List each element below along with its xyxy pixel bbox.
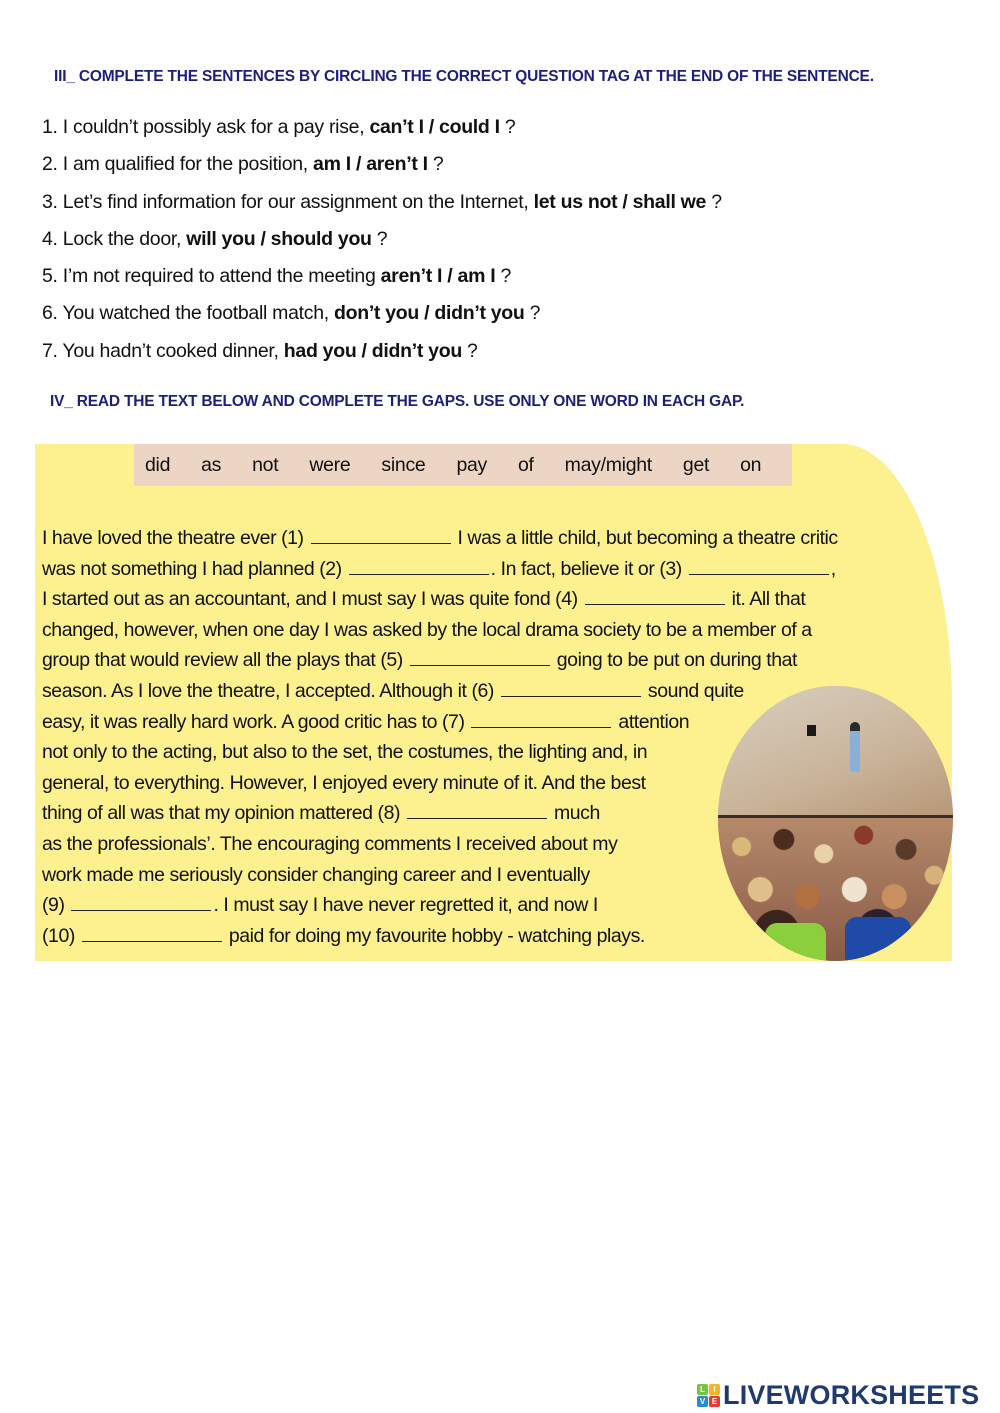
question-text: Let’s find information for our assignment on the Internet, xyxy=(62,190,534,213)
passage-text: . I must say I have never regretted it, and now I xyxy=(213,894,598,917)
passage-line xyxy=(42,798,902,829)
question-item xyxy=(42,150,722,187)
word-bank-item: may/might xyxy=(564,453,652,476)
question-number: 2. xyxy=(42,153,58,176)
passage-line xyxy=(42,676,902,707)
passage-line xyxy=(42,921,902,952)
tag-options[interactable]: don’t you / didn’t you xyxy=(333,302,525,325)
question-number: 7. xyxy=(42,339,58,362)
question-tag-list xyxy=(42,113,722,374)
passage-text: I have loved the theatre ever (1) xyxy=(42,527,309,549)
passage-text: easy, it was really hard work. A good critic has to (7) xyxy=(42,710,470,733)
question-text: You watched the football match, xyxy=(62,302,334,325)
tag-options[interactable]: am I / aren’t I xyxy=(313,153,428,176)
passage-text: changed, however, when one day I was asked by the local drama society to be a member of a xyxy=(42,618,812,641)
question-item xyxy=(42,188,722,225)
passage-text: . In fact, believe it or (3) xyxy=(490,557,687,580)
passage-line xyxy=(42,860,902,891)
question-number: 4. xyxy=(42,227,58,250)
passage-text: I was a little child, but becoming a theatre critic xyxy=(452,527,838,549)
tag-options[interactable]: let us not / shall we xyxy=(533,190,707,213)
gap-7-input[interactable] xyxy=(471,709,611,728)
question-mark: ? xyxy=(427,153,444,176)
passage-line xyxy=(42,615,902,646)
passage-text: work made me seriously consider changing career and I eventually xyxy=(42,863,590,886)
passage-text: attention xyxy=(613,710,690,733)
passage-line xyxy=(42,768,902,799)
passage-text: it. All that xyxy=(726,588,806,611)
word-bank-item: did xyxy=(145,453,171,476)
word-bank-item: as xyxy=(201,453,222,476)
passage-text: thing of all was that my opinion mattered (8) xyxy=(42,802,405,825)
question-text: I couldn’t possibly ask for a pay rise, xyxy=(57,116,370,138)
passage-text: season. As I love the theatre, I accepted. Although it (6) xyxy=(42,679,499,702)
gap-1-input[interactable] xyxy=(311,525,451,544)
question-mark: ? xyxy=(495,265,512,288)
passage-text: general, to everything. However, I enjoyed every minute of it. And the best xyxy=(42,771,646,794)
passage-line xyxy=(42,829,902,860)
word-bank-item: were xyxy=(309,453,351,476)
passage-line xyxy=(42,707,902,738)
question-item xyxy=(42,113,722,150)
question-item xyxy=(42,262,722,299)
question-text: Lock the door, xyxy=(62,227,187,250)
gap-6-input[interactable] xyxy=(501,678,641,697)
passage-line xyxy=(42,554,902,585)
word-bank-item: of xyxy=(518,453,534,476)
question-item xyxy=(42,337,722,374)
passage-line xyxy=(42,890,902,921)
tag-options[interactable]: will you / should you xyxy=(186,227,372,250)
question-number: 1. xyxy=(42,116,58,138)
logo-text: LIVEWORKSHEETS xyxy=(723,1379,980,1410)
passage-text: was not something I had planned (2) xyxy=(42,557,347,580)
question-text: I’m not required to attend the meeting xyxy=(62,265,381,288)
passage-text: , xyxy=(830,557,836,580)
passage-text: much xyxy=(549,802,600,825)
question-item xyxy=(42,299,722,336)
section-4-title: IV_ READ THE TEXT BELOW AND COMPLETE THE GAPS. USE ONLY ONE WORD IN EACH GAP. xyxy=(50,393,745,410)
question-mark: ? xyxy=(706,190,722,213)
gap-8-input[interactable] xyxy=(407,800,547,819)
tag-options[interactable]: aren’t I / am I xyxy=(380,265,496,288)
gap-2-input[interactable] xyxy=(349,556,489,575)
question-text: You hadn’t cooked dinner, xyxy=(57,339,284,362)
section-3-title: III_ COMPLETE THE SENTENCES BY CIRCLING THE CORRECT QUESTION TAG AT THE END OF THE SENTENCE. xyxy=(54,68,874,85)
passage-text: paid for doing my favourite hobby - watching plays. xyxy=(223,924,645,947)
passage-text: not only to the acting, but also to the set, the costumes, the lighting and, in xyxy=(42,741,648,764)
word-bank-item: not xyxy=(252,453,279,476)
badge-letter: I xyxy=(709,1384,720,1395)
badge-letter: E xyxy=(709,1396,720,1407)
badge-letter: L xyxy=(697,1384,708,1395)
question-number: 5. xyxy=(42,265,58,288)
reading-passage xyxy=(42,523,902,951)
gap-3-input[interactable] xyxy=(689,556,829,575)
word-bank-item: pay xyxy=(456,453,487,476)
passage-line xyxy=(42,737,902,768)
word-bank-item: since xyxy=(381,453,426,476)
live-badge-icon xyxy=(697,1384,720,1407)
gap-4-input[interactable] xyxy=(585,586,725,605)
passage-line xyxy=(42,523,902,554)
word-bank-item: on xyxy=(740,453,762,476)
passage-text: sound quite xyxy=(642,679,744,702)
tag-options[interactable]: can’t I / could I xyxy=(369,116,500,138)
liveworksheets-logo[interactable] xyxy=(697,1380,979,1410)
question-number: 3. xyxy=(42,190,58,213)
word-bank-item: get xyxy=(682,453,710,476)
tag-options[interactable]: had you / didn’t you xyxy=(283,339,462,362)
passage-line xyxy=(42,645,902,676)
question-mark: ? xyxy=(461,339,478,362)
passage-text: group that would review all the plays that (5) xyxy=(42,649,408,672)
passage-line xyxy=(42,584,902,615)
gap-10-input[interactable] xyxy=(82,923,222,942)
question-mark: ? xyxy=(371,227,388,250)
question-text: I am qualified for the position, xyxy=(62,153,314,176)
passage-text: as the professionals’. The encouraging comments I received about my xyxy=(42,832,618,855)
passage-text: I started out as an accountant, and I must say I was quite fond (4) xyxy=(42,588,583,611)
passage-text: (10) xyxy=(42,924,80,947)
badge-letter: V xyxy=(697,1396,708,1407)
question-item xyxy=(42,225,722,262)
passage-text: (9) xyxy=(42,894,70,917)
passage-text: going to be put on during that xyxy=(551,649,797,672)
word-bank xyxy=(134,444,792,486)
question-mark: ? xyxy=(524,302,541,325)
gap-5-input[interactable] xyxy=(410,647,550,666)
question-number: 6. xyxy=(42,302,58,325)
gap-9-input[interactable] xyxy=(71,892,211,911)
question-mark: ? xyxy=(499,116,516,138)
